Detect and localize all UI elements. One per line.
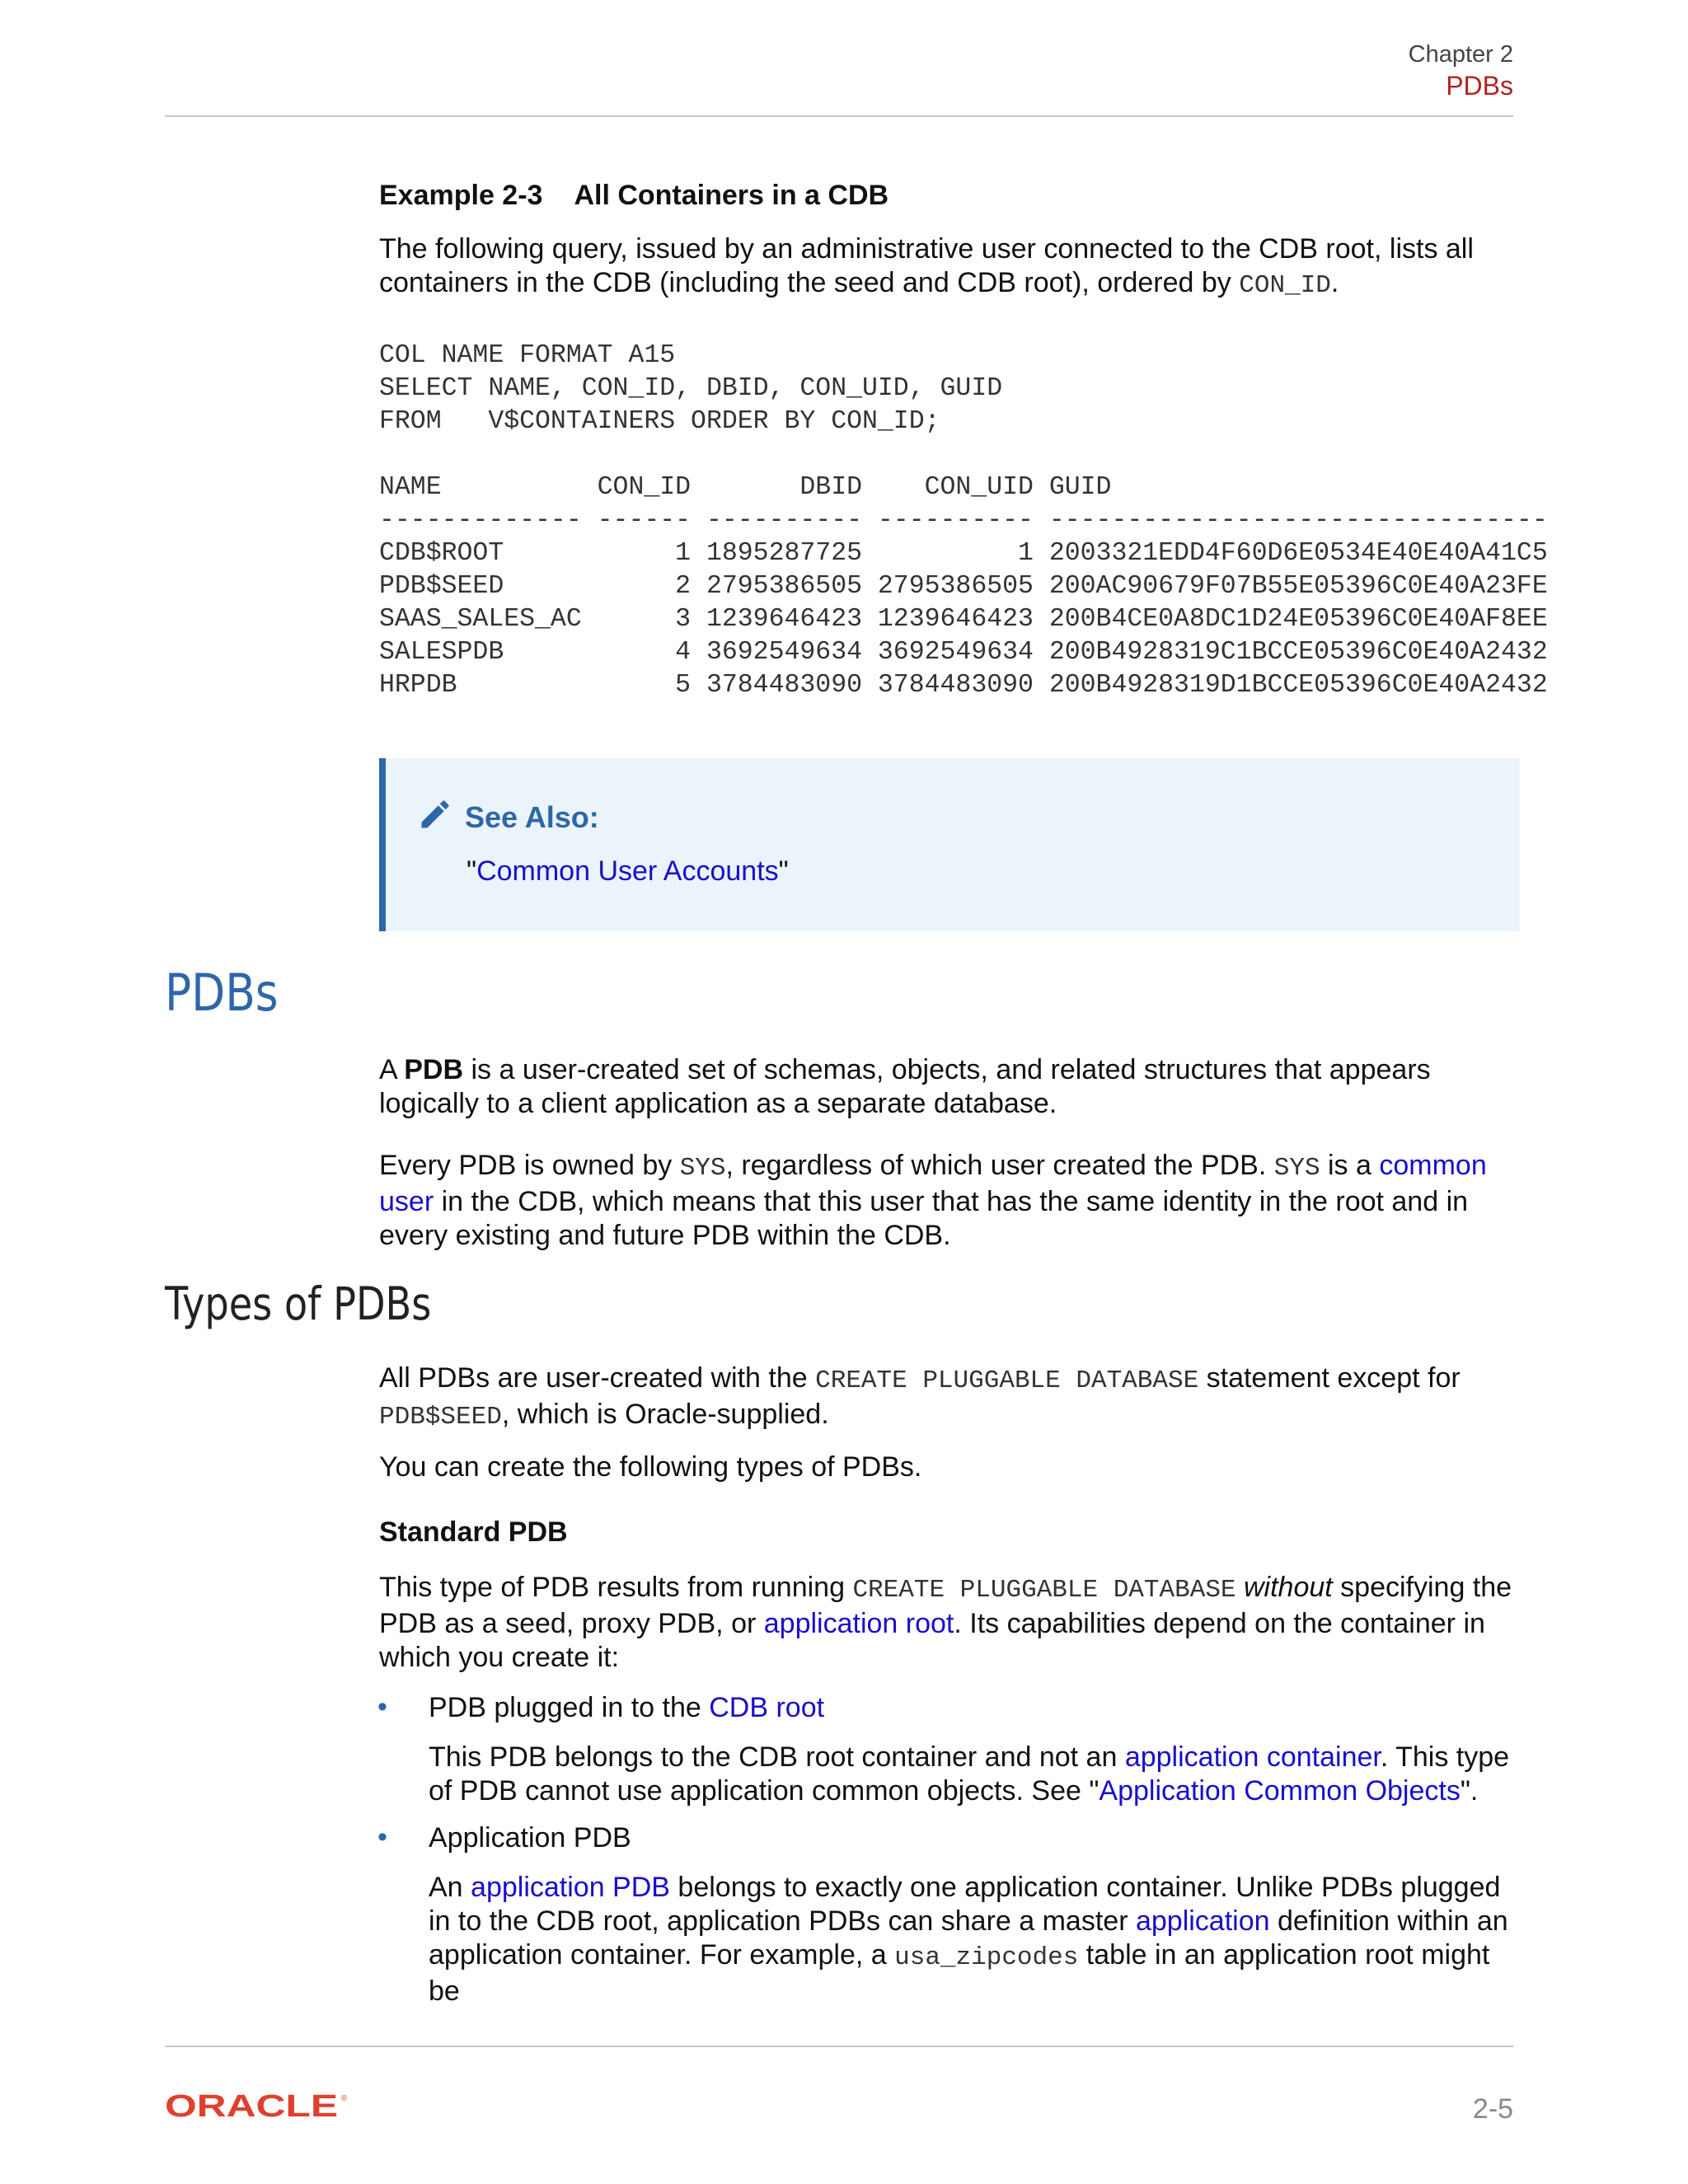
link-common-user-accounts[interactable]: Common User Accounts [476, 855, 779, 887]
see-also-note [379, 758, 1520, 931]
standard-pdb-paragraph: This type of PDB results from running CREATE PLUGGABLE DATABASE without specifying the PDB as a seed, proxy PDB, or application root. Its capabilities depend on the container in which you create it: [379, 1572, 1512, 1673]
section-heading-pdbs: PDBs [165, 963, 279, 1023]
link-cdb-root[interactable]: CDB root [709, 1692, 825, 1723]
link-application-common-objects[interactable]: Application Common Objects [1099, 1775, 1461, 1807]
example-title-text: All Containers in a CDB [574, 180, 889, 211]
link-application-root[interactable]: application root [763, 1608, 954, 1639]
section-heading-types-of-pdbs: Types of PDBs [165, 1277, 432, 1330]
svg-text:®: ® [341, 2094, 348, 2103]
pdb-owner-paragraph: Every PDB is owned by SYS, regardless of which user created the PDB. SYS is a common user in the CDB, which means that this user that has the same identity in the root and in every existing and future PDB within the CDB. [379, 1150, 1487, 1251]
link-application-pdb[interactable]: application PDB [471, 1872, 670, 1903]
oracle-logo [165, 2089, 354, 2126]
types-list-intro: You can create the following types of PDBs. [379, 1451, 922, 1483]
term-pdb: PDB [404, 1054, 464, 1085]
header-divider [165, 115, 1513, 117]
footer-divider [165, 2046, 1513, 2047]
inline-code: CREATE PLUGGABLE DATABASE [852, 1576, 1236, 1605]
see-also-reference: "Common User Accounts" [467, 855, 789, 887]
running-header-chapter: Chapter 2 [1408, 41, 1513, 68]
inline-code: CON_ID [1239, 271, 1331, 300]
inline-code: SYS [1273, 1154, 1320, 1183]
bullet-marker: • [377, 1691, 387, 1722]
inline-code: SYS [679, 1154, 726, 1183]
bullet-marker: • [377, 1821, 387, 1853]
link-common-user[interactable]: common user [379, 1150, 1487, 1217]
link-application-container[interactable]: application container [1124, 1741, 1381, 1773]
pencil-icon [417, 796, 453, 832]
page-number: 2-5 [1472, 2093, 1513, 2125]
example-intro: The following query, issued by an administrative user connected to the CDB root, lists all containers in the CDB (including the seed and CDB root), ordered by CON_ID. [379, 233, 1474, 300]
subheading-standard-pdb: Standard PDB [379, 1516, 568, 1548]
types-intro-paragraph: All PDBs are user-created with the CREATE PLUGGABLE DATABASE statement except for PDB$SEED, which is Oracle-supplied. [379, 1362, 1461, 1432]
bullet-application-pdb-description: An application PDB belongs to exactly one application container. Unlike PDBs plugged in to the CDB root, application PDBs can share a master application definition within an application container. For example, a usa_zipcodes table in an application root might be [429, 1872, 1508, 2007]
sql-query-code: COL NAME FORMAT A15 SELECT NAME, CON_ID, DBID, CON_UID, GUID FROM V$CONTAINERS ORDER BY CON_ID; [379, 341, 1003, 436]
svg-text:ORACLE: ORACLE [165, 2089, 338, 2122]
example-title [379, 180, 889, 212]
running-header-section: PDBs [1446, 71, 1513, 101]
see-also-heading: See Also: [417, 796, 599, 835]
example-number: Example 2-3 [379, 180, 543, 211]
pdb-definition-paragraph: A PDB is a user-created set of schemas, objects, and related structures that appears logically to a client application as a separate database. [379, 1054, 1431, 1119]
inline-code: CREATE PLUGGABLE DATABASE [815, 1366, 1199, 1395]
query-output-table: NAME CON_ID DBID CON_UID GUID ------------- ------ ---------- ---------- -------------------------------- CDB$ROOT 1 1895287725 1 2003321EDD4F60D6E0534E40E40A41C5 PDB$SEED 2 2795386505 2795386505 200AC90679F07B55E05396C0E40A23FE SAAS_SALES_AC 3 1239646423 1239646423 200B4CE0A8DC1D24E05396C0E40AF8EE SALESPDB 4 3692549634 3692549634 200B4928319C1BCCE05396C0E40A2432 HRPDB 5 3784483090 3784483090 200B4928319D1BCCE05396C0E40A2432 [379, 473, 1548, 700]
inline-code: usa_zipcodes [894, 1943, 1079, 1972]
inline-code: PDB$SEED [379, 1403, 502, 1432]
bullet-application-pdb: Application PDB [429, 1822, 631, 1854]
bullet-cdb-root: PDB plugged in to the CDB root [429, 1692, 825, 1723]
link-application[interactable]: application [1135, 1905, 1270, 1937]
bullet-cdb-root-description: This PDB belongs to the CDB root container and not an application container. This type of PDB cannot use application common objects. See "Application Common Objects". [429, 1741, 1510, 1807]
